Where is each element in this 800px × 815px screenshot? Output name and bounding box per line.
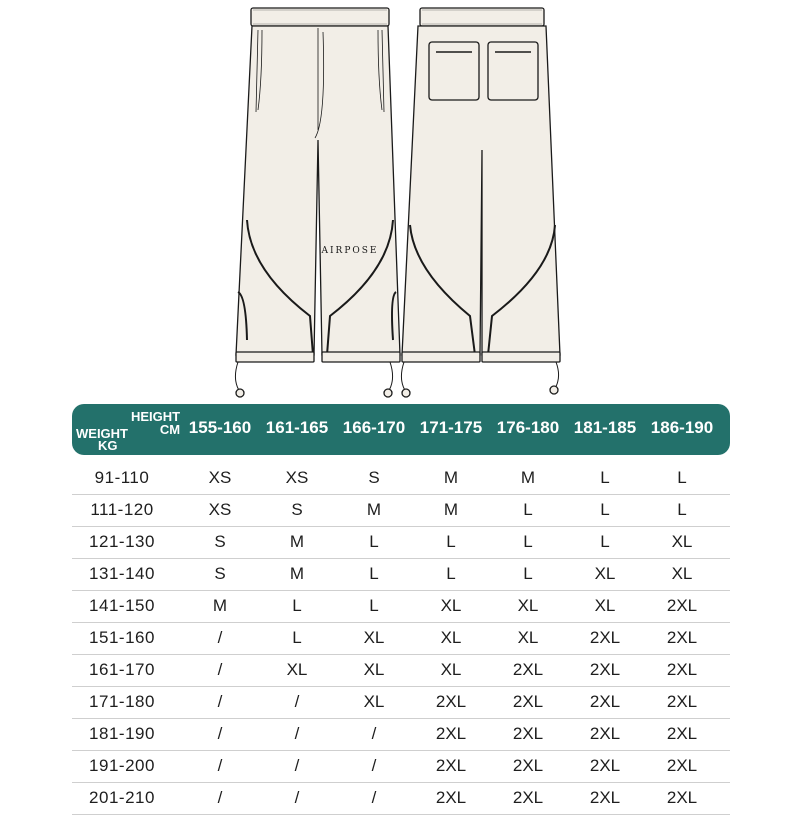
size-cell: M <box>366 500 382 519</box>
size-cell: / <box>217 788 223 807</box>
size-cell: L <box>292 628 302 647</box>
back-pocket-right <box>488 42 538 100</box>
pants-back-view <box>401 8 560 397</box>
size-cell: 2XL <box>589 724 621 743</box>
table-header <box>72 404 730 455</box>
table-row <box>72 687 730 719</box>
size-cell: L <box>677 500 687 519</box>
table-row <box>72 623 730 655</box>
size-cell: / <box>371 756 377 775</box>
size-cell: L <box>446 564 456 583</box>
size-cell: S <box>214 532 226 551</box>
size-cell: XL <box>363 692 385 711</box>
size-cell: 2XL <box>435 692 467 711</box>
weight-range-cell: 171-180 <box>89 692 155 711</box>
height-column-header: 155-160 <box>188 418 252 437</box>
size-cell: / <box>371 724 377 743</box>
size-cell: / <box>371 788 377 807</box>
size-cell: XL <box>440 628 462 647</box>
weight-range-cell: 191-200 <box>89 756 155 775</box>
weight-label-text: WEIGHT <box>76 426 128 441</box>
size-cell: XL <box>594 564 616 583</box>
size-cell: L <box>523 564 533 583</box>
brand-logo-text: AIRPOSE <box>321 246 379 256</box>
size-cell: S <box>368 468 380 487</box>
size-cell: M <box>289 532 305 551</box>
size-cell: L <box>600 532 610 551</box>
height-column-header: 181-185 <box>573 418 637 437</box>
size-cell: L <box>677 468 687 487</box>
weight-range-cell: 131-140 <box>89 564 155 583</box>
size-cell: XS <box>208 500 232 519</box>
kg-label-text: KG <box>98 438 118 453</box>
weight-range-cell: 161-170 <box>89 660 155 679</box>
table-row <box>72 495 730 527</box>
size-cell: 2XL <box>589 660 621 679</box>
size-cell: M <box>443 468 459 487</box>
size-cell: 2XL <box>666 596 698 615</box>
size-cell: M <box>520 468 536 487</box>
size-cell: M <box>443 500 459 519</box>
size-cell: / <box>217 724 223 743</box>
weight-range-cell: 181-190 <box>89 724 155 743</box>
size-cell: 2XL <box>589 628 621 647</box>
size-cell: 2XL <box>666 692 698 711</box>
size-cell: 2XL <box>589 692 621 711</box>
table-row <box>72 783 730 815</box>
size-cell: 2XL <box>666 628 698 647</box>
table-body <box>72 463 730 815</box>
size-cell: L <box>369 564 379 583</box>
size-cell: 2XL <box>435 788 467 807</box>
size-cell: S <box>291 500 303 519</box>
size-cell: XL <box>440 660 462 679</box>
size-cell: M <box>289 564 305 583</box>
size-cell: 2XL <box>589 756 621 775</box>
height-cm-label <box>131 410 180 436</box>
height-column-header: 176-180 <box>496 418 560 437</box>
weight-range-cell: 111-120 <box>90 500 154 519</box>
table-row <box>72 559 730 591</box>
size-cell: XL <box>517 596 539 615</box>
size-cell: / <box>294 724 300 743</box>
weight-range-cell: 151-160 <box>89 628 155 647</box>
height-column-header: 166-170 <box>342 418 406 437</box>
size-cell: XL <box>363 628 385 647</box>
size-cell: L <box>369 532 379 551</box>
size-cell: XS <box>208 468 232 487</box>
size-cell: S <box>214 564 226 583</box>
weight-range-cell: 91-110 <box>94 468 150 487</box>
table-row <box>72 463 730 495</box>
size-cell: / <box>294 692 300 711</box>
size-cell: 2XL <box>666 756 698 775</box>
size-cell: XL <box>517 628 539 647</box>
size-cell: L <box>446 532 456 551</box>
size-cell: / <box>217 628 223 647</box>
size-cell: XL <box>440 596 462 615</box>
size-cell: L <box>369 596 379 615</box>
pants-illustration <box>0 0 800 400</box>
weight-range-cell: 201-210 <box>89 788 155 807</box>
weight-range-cell: 141-150 <box>89 596 155 615</box>
size-cell: XL <box>363 660 385 679</box>
size-cell: / <box>217 756 223 775</box>
size-cell: 2XL <box>435 756 467 775</box>
table-row <box>72 719 730 751</box>
size-cell: 2XL <box>512 660 544 679</box>
height-column-header: 186-190 <box>650 418 714 437</box>
size-cell: M <box>212 596 228 615</box>
size-cell: 2XL <box>666 788 698 807</box>
size-cell: L <box>292 596 302 615</box>
back-pocket-left <box>429 42 479 100</box>
size-cell: / <box>294 756 300 775</box>
size-cell: XL <box>594 596 616 615</box>
size-cell: L <box>523 532 533 551</box>
size-cell: L <box>600 468 610 487</box>
size-cell: / <box>294 788 300 807</box>
size-cell: / <box>217 692 223 711</box>
cm-label-text: CM <box>159 422 181 437</box>
height-label-text: HEIGHT <box>131 409 181 424</box>
weight-range-cell: 121-130 <box>89 532 155 551</box>
table-row <box>72 591 730 623</box>
size-cell: L <box>600 500 610 519</box>
pants-front-view <box>235 8 400 397</box>
table-row <box>72 527 730 559</box>
size-cell: 2XL <box>512 724 544 743</box>
size-cell: L <box>523 500 533 519</box>
size-cell: 2XL <box>666 660 698 679</box>
size-cell: 2XL <box>666 724 698 743</box>
height-column-header: 161-165 <box>265 418 329 437</box>
size-cell: / <box>217 660 223 679</box>
table-row <box>72 751 730 783</box>
weight-kg-label <box>76 428 128 452</box>
size-cell: 2XL <box>512 788 544 807</box>
size-cell: 2XL <box>512 756 544 775</box>
size-chart-table <box>72 404 730 815</box>
table-row <box>72 655 730 687</box>
height-column-header: 171-175 <box>419 418 483 437</box>
size-cell: 2XL <box>512 692 544 711</box>
size-cell: XL <box>671 532 693 551</box>
size-cell: 2XL <box>435 724 467 743</box>
size-cell: XL <box>671 564 693 583</box>
size-cell: XL <box>286 660 308 679</box>
size-cell: 2XL <box>589 788 621 807</box>
size-cell: XS <box>285 468 309 487</box>
